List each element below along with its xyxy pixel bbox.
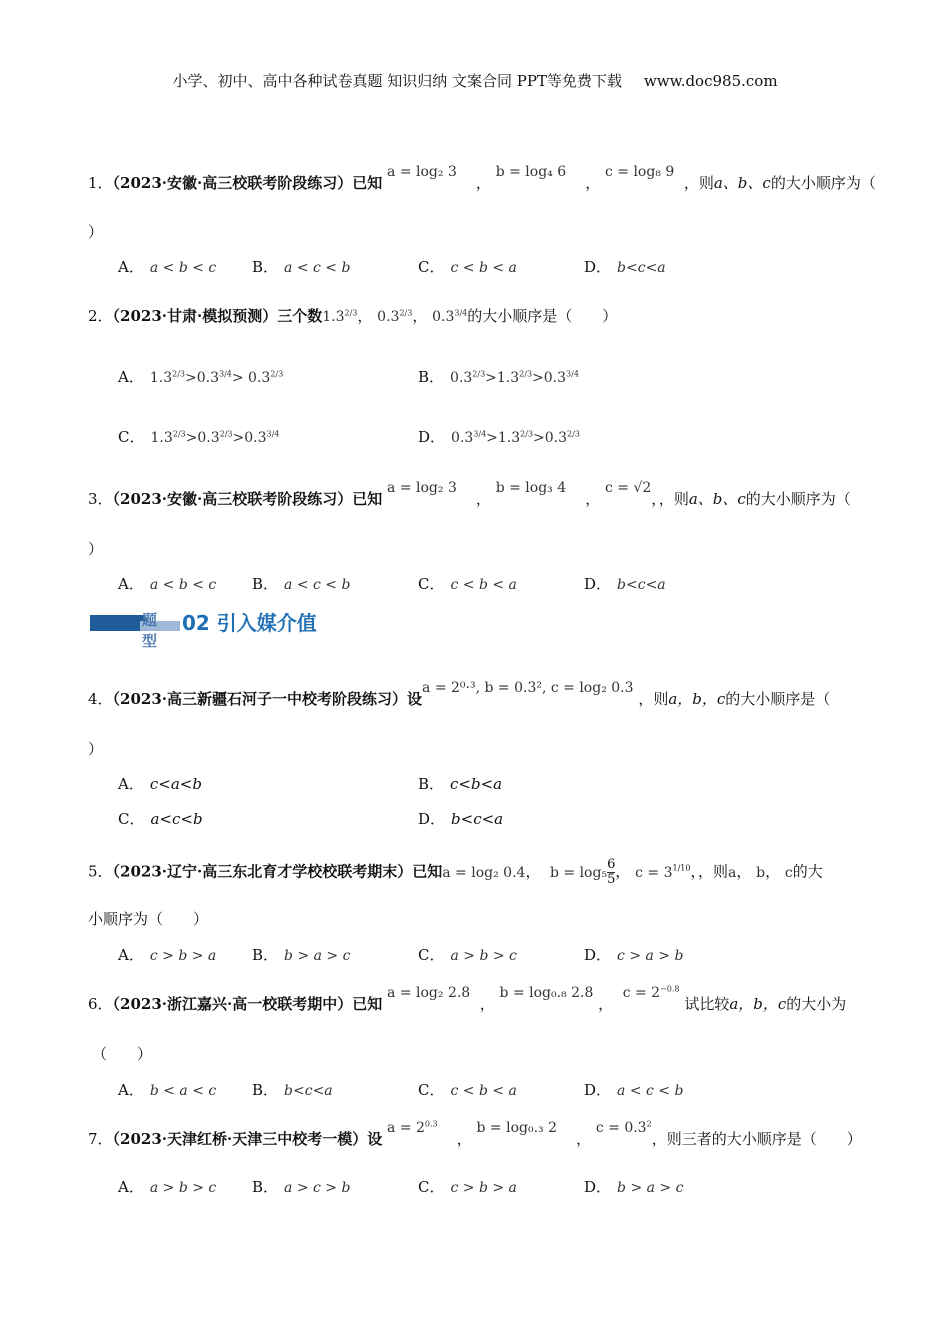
q6-continuation: （ ） xyxy=(92,1045,153,1063)
q3-number: 3． xyxy=(88,490,113,508)
q3-end: 的大小顺序为（ xyxy=(745,490,851,508)
option-text: c<a<b xyxy=(149,775,202,793)
option-label: B． xyxy=(418,368,445,386)
option-label: A． xyxy=(118,258,144,276)
q1-option-b[interactable] xyxy=(252,256,350,277)
option-text: b > a > c xyxy=(284,948,351,964)
option-text: a < c < b xyxy=(284,577,351,593)
q5-option-b[interactable] xyxy=(252,944,350,965)
q6-vars: a，b，c xyxy=(729,995,787,1013)
q7-option-b[interactable] xyxy=(252,1176,350,1197)
q6-tail: 试比较 xyxy=(684,995,730,1013)
q3-tail: ，则 xyxy=(658,490,689,508)
option-text: c > b > a xyxy=(149,948,217,964)
option-label: D． xyxy=(584,258,612,276)
option-label: C． xyxy=(418,1081,445,1099)
q7-option-d[interactable] xyxy=(584,1176,683,1197)
option-label: C． xyxy=(118,810,145,828)
option-text: c < b < a xyxy=(450,577,517,593)
q2-expr-2: $0.3^{2/3}$ xyxy=(377,308,413,325)
section-badge: 题型 xyxy=(142,611,159,650)
q2-option-d[interactable] xyxy=(418,426,580,447)
q2-end: 的大小顺序是（ ） xyxy=(467,307,618,325)
q4-tail: ，则 xyxy=(638,690,669,708)
q6-option-d[interactable] xyxy=(584,1079,683,1100)
option-text: c < b < a xyxy=(450,260,517,276)
q2-source: （2023·甘肃·模拟预测）三个数 xyxy=(112,307,323,325)
q2-option-a[interactable] xyxy=(118,366,283,387)
option-label: A． xyxy=(118,775,144,793)
question-2: 2．（2023·甘肃·模拟预测）三个数$1.3^{2/3}$， $0.3^{2/3}$， $0.3^{3/4}$的大小顺序是（ ） xyxy=(88,307,618,325)
option-text: $0.3^{2/3}>1.3^{2/3}>0.3^{3/4}$ xyxy=(450,369,579,386)
question-3: 3．（2023·安徽·高三校联考阶段练习）已知 a = log₂ 3 ， b = log₃ 4 ， c = √2，，则a、b、c的大小顺序为（ xyxy=(88,480,851,508)
q4-option-b[interactable] xyxy=(418,773,502,794)
question-7: 7．（2023·天津红桥·天津三中校考一模）设 $a = 2^{0.3}$ ， b = log₀.₃ 2 ， $c = 0.3^2$，则三者的大小顺序是（ ） xyxy=(88,1119,862,1148)
q6-number: 6． xyxy=(88,995,113,1013)
option-text: c > b > a xyxy=(450,1180,517,1196)
option-text: b<c<a xyxy=(617,260,666,276)
option-label: A． xyxy=(118,575,144,593)
q2-option-b[interactable] xyxy=(418,366,579,387)
q3-expr-a: a = log₂ 3 xyxy=(387,480,457,496)
q7-expr-a: $a = 2^{0.3}$ xyxy=(387,1119,438,1136)
q1-number: 1． xyxy=(88,174,113,192)
q5-expr-c: c = 3 xyxy=(635,864,673,881)
q1-option-d[interactable] xyxy=(584,256,666,277)
q1-expr-b: b = log₄ 6 xyxy=(495,164,567,180)
q3-source: （2023·安徽·高三校联考阶段练习）已知 xyxy=(112,490,383,508)
option-label: D． xyxy=(584,946,612,964)
option-label: B． xyxy=(252,1081,279,1099)
q6-end: 的大小为 xyxy=(786,995,847,1013)
option-text: c<b<a xyxy=(450,775,503,793)
q4-continuation: ） xyxy=(88,740,104,758)
q5-option-c[interactable] xyxy=(418,944,517,965)
option-text: b<c<a xyxy=(617,577,666,593)
option-label: A． xyxy=(118,368,144,386)
q4-option-a[interactable] xyxy=(118,773,202,794)
option-label: C． xyxy=(418,946,445,964)
q5-end: 的大 xyxy=(792,862,823,881)
option-text: a < b < c xyxy=(149,260,217,276)
option-text: b < a < c xyxy=(149,1083,217,1099)
q2-number: 2． xyxy=(88,307,113,325)
q1-option-a[interactable] xyxy=(118,256,216,277)
q4-number: 4． xyxy=(88,690,113,708)
option-label: B． xyxy=(252,575,279,593)
q7-expr-b: b = log₀.₃ 2 xyxy=(476,1120,557,1136)
q1-continuation: ） xyxy=(88,223,104,241)
option-label: B． xyxy=(418,775,445,793)
q5-continuation: 小顺序为（ ） xyxy=(88,910,209,928)
option-label: B． xyxy=(252,1178,279,1196)
option-label: C． xyxy=(418,1178,445,1196)
option-text: $1.3^{2/3}>0.3^{2/3}>0.3^{3/4}$ xyxy=(150,429,280,446)
q7-number: 7． xyxy=(88,1130,113,1148)
q6-expr-c: $c = 2^{-0.8}$ xyxy=(622,984,680,1001)
header-text: 小学、初中、高中各种试卷真题 知识归纳 文案合同 PPT等免费下载 xyxy=(172,72,622,90)
q3-vars: a、b、c xyxy=(688,490,746,508)
option-label: D． xyxy=(418,428,446,446)
section-title: 02 引入媒介值 xyxy=(182,611,317,635)
q6-expr-b: b = log₀.₈ 2.8 xyxy=(499,985,594,1001)
q6-option-a[interactable] xyxy=(118,1079,216,1100)
q5-source: （2023·辽宁·高三东北育才学校校联考期末）已知 xyxy=(112,862,443,881)
q6-expr-a: a = log₂ 2.8 xyxy=(387,985,471,1001)
option-label: C． xyxy=(418,575,445,593)
question-1: 1．（2023·安徽·高三校联考阶段练习）已知 a = log₂ 3 ， b = log₄ 6 ， c = log₈ 9 ，则a、b、c的大小顺序为（ xyxy=(88,164,876,192)
q3-continuation: ） xyxy=(88,540,104,558)
q1-expr-a: a = log₂ 3 xyxy=(387,164,457,180)
q4-source: （2023·高三新疆石河子一中校考阶段练习）设 xyxy=(112,690,423,708)
option-text: a < b < c xyxy=(149,577,217,593)
q3-option-b[interactable] xyxy=(252,573,350,594)
q6-option-b[interactable] xyxy=(252,1079,333,1100)
q7-expr-c-base: c = 0.3 xyxy=(595,1120,647,1136)
q5-option-d[interactable] xyxy=(584,944,683,965)
option-label: D． xyxy=(584,1081,612,1099)
q5-tail: ，则 xyxy=(698,862,729,881)
q7-end: ，则三者的大小顺序是（ ） xyxy=(651,1130,862,1148)
q5-number: 5． xyxy=(88,862,113,881)
q3-expr-c: c = √2 xyxy=(604,480,652,496)
page-header xyxy=(0,70,950,91)
option-text: c > a > b xyxy=(617,948,684,964)
option-label: B． xyxy=(252,258,279,276)
q4-option-d[interactable] xyxy=(418,808,503,829)
q3-option-d[interactable] xyxy=(584,573,666,594)
q7-source: （2023·天津红桥·天津三中校考一模）设 xyxy=(112,1130,383,1148)
q1-source: （2023·安徽·高三校联考阶段练习）已知 xyxy=(112,174,383,192)
q3-option-c[interactable] xyxy=(418,573,517,594)
question-6: 6．（2023·浙江嘉兴·高一校联考期中）已知 a = log₂ 2.8 ， b = log₀.₈ 2.8 ， $c = 2^{-0.8}$ 试比较a，b，c的大小为 xyxy=(88,984,847,1013)
option-text: b<c<a xyxy=(451,810,504,828)
q5-option-a[interactable] xyxy=(118,944,216,965)
option-label: A． xyxy=(118,1081,144,1099)
option-text: b > a > c xyxy=(617,1180,684,1196)
option-label: C． xyxy=(418,258,445,276)
q4-expr: a = 2⁰·³, b = 0.3², c = log₂ 0.3 xyxy=(422,680,634,696)
option-text: a > b > c xyxy=(149,1180,217,1196)
option-text: a > c > b xyxy=(284,1180,351,1196)
header-url[interactable]: www.doc985.com xyxy=(643,72,778,90)
option-label: B． xyxy=(252,946,279,964)
q2-option-c[interactable] xyxy=(118,426,279,447)
option-text: a<c<b xyxy=(150,810,203,828)
option-label: C． xyxy=(118,428,145,446)
question-4 xyxy=(88,680,831,709)
q1-end: 的大小顺序为（ xyxy=(770,174,876,192)
option-label: A． xyxy=(118,1178,144,1196)
q1-tail: ，则 xyxy=(683,174,714,192)
option-text: a < c < b xyxy=(617,1083,684,1099)
q5-expr-a: a = log₂ 0.4 xyxy=(442,864,526,881)
q7-option-a[interactable] xyxy=(118,1176,216,1197)
question-5: 5．（2023·辽宁·高三东北育才学校校联考期末）已知a = log₂ 0.4， b = log₅ $\frac{6}{5}$ ， $c = 3^{1/10}$，，则a， b， c的大 xyxy=(88,857,823,887)
option-text: a > b > c xyxy=(450,948,517,964)
option-text: a < c < b xyxy=(284,260,351,276)
q1-expr-c: c = log₈ 9 xyxy=(604,164,675,180)
q6-source: （2023·浙江嘉兴·高一校联考期中）已知 xyxy=(112,995,383,1013)
q7-option-c[interactable] xyxy=(418,1176,517,1197)
q2-expr-1: $1.3^{2/3}$ xyxy=(322,308,358,325)
q3-option-a[interactable] xyxy=(118,573,216,594)
option-text: b<c<a xyxy=(284,1083,333,1099)
option-label: D． xyxy=(584,1178,612,1196)
q6-expr-c-base: c = 2 xyxy=(622,985,661,1001)
q4-option-c[interactable] xyxy=(118,808,203,829)
q3-expr-b: b = log₃ 4 xyxy=(495,480,567,496)
q7-expr-c: $c = 0.3^2$ xyxy=(595,1119,652,1136)
q2-expr-3: $0.3^{3/4}$ xyxy=(432,308,468,325)
option-label: A． xyxy=(118,946,144,964)
option-text: c < b < a xyxy=(450,1083,517,1099)
q5-expr-b: b = log₅ xyxy=(549,864,608,881)
option-text: $0.3^{3/4}>1.3^{2/3}>0.3^{2/3}$ xyxy=(451,429,580,446)
q4-end: 的大小顺序是（ xyxy=(725,690,831,708)
option-label: D． xyxy=(418,810,446,828)
q4-vars: a，b，c xyxy=(668,690,726,708)
q1-vars: a、b、c xyxy=(713,174,771,192)
option-text: $1.3^{2/3}>0.3^{3/4}> 0.3^{2/3}$ xyxy=(149,369,284,386)
q1-option-c[interactable] xyxy=(418,256,517,277)
option-label: D． xyxy=(584,575,612,593)
q6-option-c[interactable] xyxy=(418,1079,517,1100)
q7-expr-a-base: a = 2 xyxy=(387,1120,425,1136)
q5-fraction: $\frac{6}{5}$ xyxy=(607,857,616,887)
